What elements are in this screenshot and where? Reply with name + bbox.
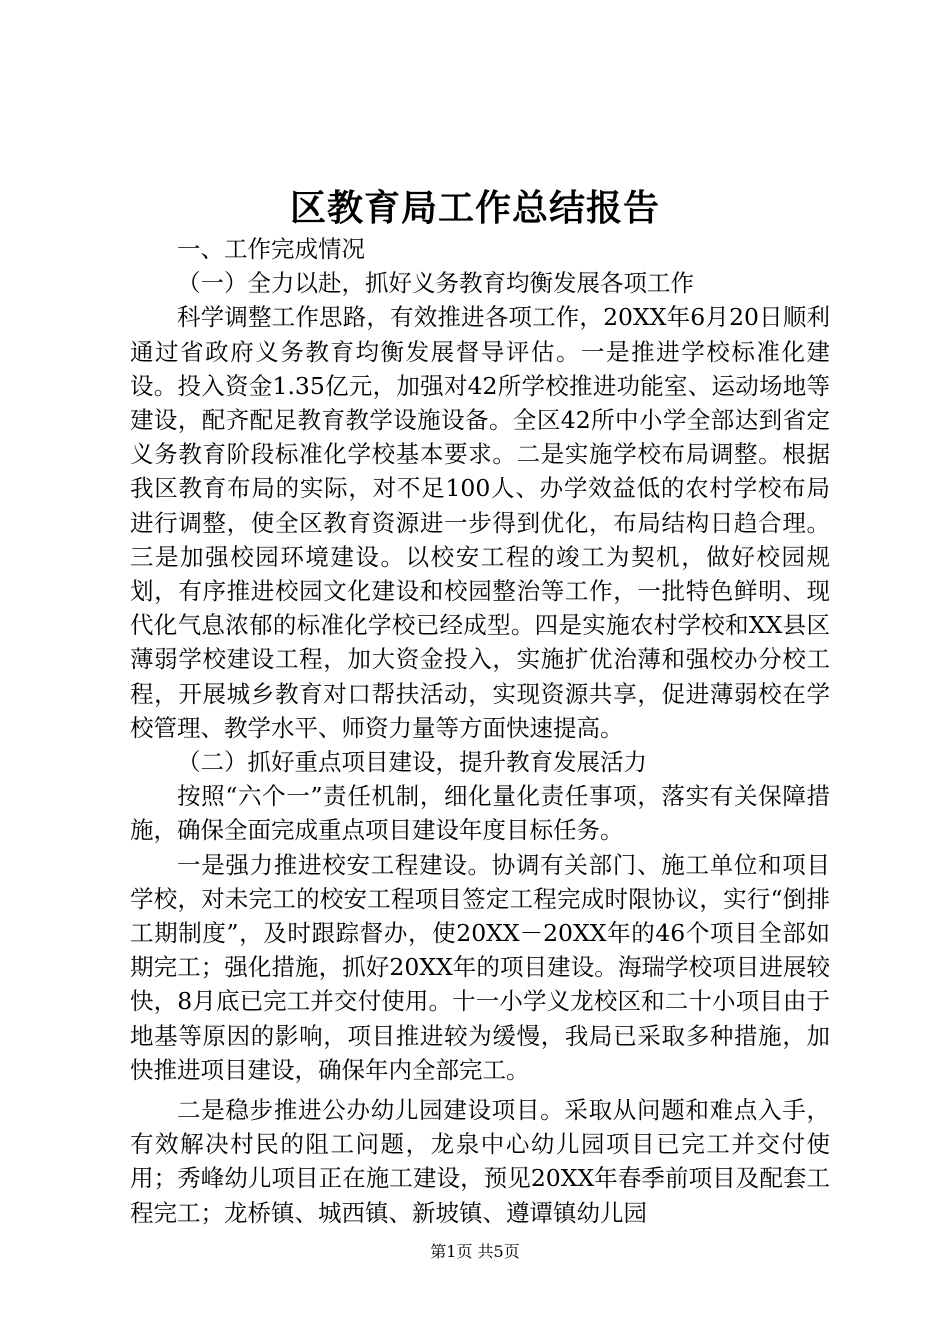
subsection-heading: （一）全力以赴，抓好义务教育均衡发展各项工作 [177, 269, 694, 298]
page-footer: 第1页 共5页 [430, 1242, 520, 1261]
body-paragraph: 按照“六个一”责任机制，细化量化责任事项，落实有关保障措施，确保全面完成重点项目建设年度目标任务。 [130, 782, 830, 845]
section-heading: 一、工作完成情况 [177, 235, 365, 263]
body-paragraph: 二是稳步推进公办幼儿园建设项目。采取从问题和难点入手，有效解决村民的阻工问题，龙泉中心幼儿园项目已完工并交付使用；秀峰幼儿项目正在施工建设，预见20XX年春季前项目及配套工程完工；龙桥镇、城西镇、新坡镇、遵谭镇幼儿园 [130, 1096, 830, 1227]
body-paragraph: 一是强力推进校安工程建设。协调有关部门、施工单位和项目学校，对未完工的校安工程项目签定工程完成时限协议，实行“倒排工期制度”，及时跟踪督办，使20XX－20XX年的46个项目全部如期完工；强化措施，抓好20XX年的项目建设。海瑞学校项目进展较快，8月底已完工并交付使用。十一小学义龙校区和二十小项目由于地基等原因的影响，项目推进较为缓慢，我局已采取多种措施，加快推进项目建设，确保年内全部完工。 [130, 850, 830, 1084]
document-title: 区教育局工作总结报告 [289, 187, 660, 229]
document-body [130, 232, 830, 1230]
subsection-heading: （二）抓好重点项目建设，提升教育发展活力 [177, 748, 647, 777]
body-paragraph: 科学调整工作思路，有效推进各项工作，20XX年6月20日顺利通过省政府义务教育均衡发展督导评估。一是推进学校标准化建设。投入资金1.35亿元，加强对42所学校推进功能室、运动场地等建设，配齐配足教育教学设施设备。全区42所中小学全部达到省定义务教育阶段标准化学校基本要求。二是实施学校布局调整。根据我区教育布局的实际，对不足100人、办学效益低的农村学校布局进行调整，使全区教育资源进一步得到优化，布局结构日趋合理。三是加强校园环境建设。以校安工程的竣工为契机，做好校园规划，有序推进校园文化建设和校园整治等工作，一批特色鲜明、现代化气息浓郁的标准化学校已经成型。四是实施农村学校和XX县区薄弱学校建设工程，加大资金投入，实施扩优治薄和强校办分校工程，开展城乡教育对口帮扶活动，实现资源共享，促进薄弱校在学校管理、教学水平、师资力量等方面快速提高。 [130, 303, 830, 742]
